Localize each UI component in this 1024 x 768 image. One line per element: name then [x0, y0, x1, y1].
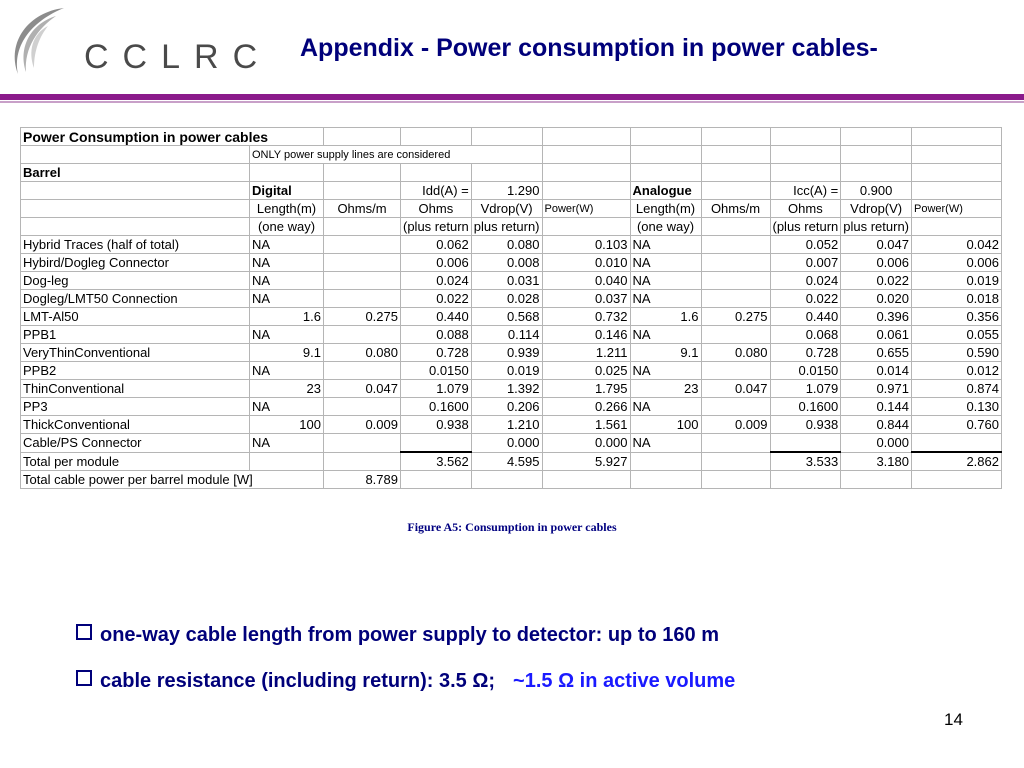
table-row — [21, 272, 1002, 290]
digital-cell: 0.939 — [471, 344, 542, 362]
cclrc-logo — [4, 2, 272, 92]
analogue-cell: 0.000 — [841, 434, 912, 453]
digital-cell: 0.103 — [542, 236, 630, 254]
digital-cell: NA — [250, 254, 324, 272]
analogue-cell: 0.080 — [701, 344, 770, 362]
analogue-cell — [912, 434, 1002, 453]
col-header: Power(W) — [542, 200, 630, 218]
accent-bar-thin — [0, 101, 1024, 103]
total-analogue-cell: 3.533 — [770, 452, 841, 471]
logo-text: CCLRC — [84, 38, 272, 76]
analogue-cell: 0.019 — [912, 272, 1002, 290]
digital-cell: 0.728 — [401, 344, 472, 362]
analogue-cell: 0.024 — [770, 272, 841, 290]
analogue-cell: 0.144 — [841, 398, 912, 416]
section-row — [21, 164, 1002, 182]
analogue-cell: 0.047 — [701, 380, 770, 398]
row-label: ThinConventional — [21, 380, 250, 398]
page-number: 14 — [944, 710, 963, 729]
row-label: PPB1 — [21, 326, 250, 344]
empty-cell — [701, 471, 770, 489]
digital-cell: 0.008 — [471, 254, 542, 272]
table-row — [21, 290, 1002, 308]
row-label: Cable/PS Connector — [21, 434, 250, 453]
digital-cell: 0.006 — [401, 254, 472, 272]
digital-cell — [324, 236, 401, 254]
digital-label: Digital — [250, 182, 324, 200]
total-digital-cell: 3.562 — [401, 452, 472, 471]
col-header: Length(m) — [630, 200, 701, 218]
barrel-total-row — [21, 471, 1002, 489]
analogue-cell: 0.938 — [770, 416, 841, 434]
digital-cell: 23 — [250, 380, 324, 398]
analogue-cell: 0.655 — [841, 344, 912, 362]
table-subtitle-row — [21, 146, 1002, 164]
current-row — [21, 182, 1002, 200]
logo-swoosh-icon — [4, 2, 84, 92]
col-header: Ohms — [401, 200, 472, 218]
digital-cell: 0.037 — [542, 290, 630, 308]
analogue-cell: 0.061 — [841, 326, 912, 344]
analogue-cell: 1.079 — [770, 380, 841, 398]
digital-cell: 0.040 — [542, 272, 630, 290]
bullet-text: one-way cable length from power supply to detector: up to 160 m — [100, 624, 719, 646]
analogue-cell — [701, 398, 770, 416]
analogue-cell: 0.068 — [770, 326, 841, 344]
digital-cell: 0.080 — [324, 344, 401, 362]
idd-value: 1.290 — [471, 182, 542, 200]
total-analogue-cell: 2.862 — [912, 452, 1002, 471]
power-consumption-table — [20, 127, 1002, 489]
plus-return-note: (plus return — [401, 218, 472, 236]
analogue-cell: 0.006 — [912, 254, 1002, 272]
col-header: Ohms/m — [324, 200, 401, 218]
analogue-cell: 0.052 — [770, 236, 841, 254]
bullet-text: cable resistance (including return): 3.5 Ω; — [100, 670, 496, 692]
digital-cell — [324, 398, 401, 416]
col-header: Ohms — [770, 200, 841, 218]
plus-return-note: plus return) — [471, 218, 542, 236]
row-label: ThickConventional — [21, 416, 250, 434]
row-label: Hybrid Traces (half of total) — [21, 236, 250, 254]
analogue-cell: 0.020 — [841, 290, 912, 308]
digital-cell: 0.1600 — [401, 398, 472, 416]
total-row — [21, 452, 1002, 471]
analogue-cell: NA — [630, 236, 701, 254]
analogue-cell — [701, 254, 770, 272]
digital-cell: 0.732 — [542, 308, 630, 326]
col-header: Power(W) — [912, 200, 1002, 218]
table-row — [21, 416, 1002, 434]
digital-cell — [324, 434, 401, 453]
analogue-cell: 0.018 — [912, 290, 1002, 308]
analogue-cell: 0.874 — [912, 380, 1002, 398]
one-way-note: (one way) — [250, 218, 324, 236]
total-label: Total per module — [21, 452, 250, 471]
digital-cell — [401, 434, 472, 453]
analogue-cell: 0.590 — [912, 344, 1002, 362]
analogue-cell: 0.440 — [770, 308, 841, 326]
table-row — [21, 344, 1002, 362]
accent-bar — [0, 94, 1024, 100]
digital-cell: NA — [250, 362, 324, 380]
empty-cell — [841, 471, 912, 489]
analogue-cell: 0.130 — [912, 398, 1002, 416]
checkbox-bullet-icon — [76, 670, 92, 686]
analogue-cell: 0.007 — [770, 254, 841, 272]
digital-cell: 0.266 — [542, 398, 630, 416]
digital-cell: 1.561 — [542, 416, 630, 434]
table-title-row — [21, 128, 1002, 146]
figure-caption: Figure A5: Consumption in power cables — [407, 520, 617, 534]
digital-cell: 0.275 — [324, 308, 401, 326]
barrel-total-label: Total cable power per barrel module [W] — [21, 471, 324, 489]
icc-value: 0.900 — [841, 182, 912, 200]
table-subtitle: ONLY power supply lines are considered — [250, 146, 543, 164]
digital-cell: 0.000 — [471, 434, 542, 453]
digital-cell: NA — [250, 236, 324, 254]
checkbox-bullet-icon — [76, 624, 92, 640]
section-label: Barrel — [21, 164, 250, 182]
digital-cell: 0.062 — [401, 236, 472, 254]
col-header: Ohms/m — [701, 200, 770, 218]
analogue-cell — [701, 434, 770, 453]
digital-cell: 0.114 — [471, 326, 542, 344]
digital-cell: 100 — [250, 416, 324, 434]
empty-cell — [770, 471, 841, 489]
header-row — [21, 200, 1002, 218]
analogue-cell: NA — [630, 434, 701, 453]
digital-cell: 0.010 — [542, 254, 630, 272]
digital-cell: 1.6 — [250, 308, 324, 326]
table-row — [21, 236, 1002, 254]
plus-return-note: (plus return — [770, 218, 841, 236]
digital-cell: 1.795 — [542, 380, 630, 398]
table-row — [21, 362, 1002, 380]
analogue-cell: 0.022 — [841, 272, 912, 290]
total-digital-cell: 5.927 — [542, 452, 630, 471]
digital-cell: NA — [250, 272, 324, 290]
table-row — [21, 254, 1002, 272]
icc-label: Icc(A) = — [770, 182, 841, 200]
row-label: Hybird/Dogleg Connector — [21, 254, 250, 272]
analogue-cell — [701, 272, 770, 290]
analogue-cell: 0.0150 — [770, 362, 841, 380]
barrel-total-value: 8.789 — [324, 471, 401, 489]
digital-cell: NA — [250, 398, 324, 416]
analogue-cell — [701, 362, 770, 380]
table-title: Power Consumption in power cables — [21, 128, 324, 146]
digital-cell: NA — [250, 434, 324, 453]
row-label: Dog-leg — [21, 272, 250, 290]
digital-cell: 0.568 — [471, 308, 542, 326]
digital-cell: 0.088 — [401, 326, 472, 344]
col-header: Vdrop(V) — [471, 200, 542, 218]
col-header: Vdrop(V) — [841, 200, 912, 218]
row-label: VeryThinConventional — [21, 344, 250, 362]
empty-cell — [542, 471, 630, 489]
analogue-cell: 0.009 — [701, 416, 770, 434]
digital-cell: 0.024 — [401, 272, 472, 290]
digital-cell: 0.146 — [542, 326, 630, 344]
analogue-cell: NA — [630, 290, 701, 308]
table-row — [21, 398, 1002, 416]
analogue-cell — [701, 236, 770, 254]
empty-cell — [401, 471, 472, 489]
digital-cell: 0.047 — [324, 380, 401, 398]
analogue-cell: 0.275 — [701, 308, 770, 326]
analogue-cell: 0.022 — [770, 290, 841, 308]
digital-cell: 0.206 — [471, 398, 542, 416]
analogue-cell: NA — [630, 272, 701, 290]
digital-cell: NA — [250, 326, 324, 344]
analogue-cell: 0.971 — [841, 380, 912, 398]
bullet-item — [76, 624, 719, 647]
units-note-row — [21, 218, 1002, 236]
analogue-cell: 0.047 — [841, 236, 912, 254]
analogue-cell: 0.396 — [841, 308, 912, 326]
digital-cell — [324, 326, 401, 344]
digital-cell: 1.392 — [471, 380, 542, 398]
digital-cell — [324, 272, 401, 290]
digital-cell: 0.938 — [401, 416, 472, 434]
analogue-cell: NA — [630, 362, 701, 380]
analogue-cell: 9.1 — [630, 344, 701, 362]
empty-cell — [471, 471, 542, 489]
digital-cell — [324, 290, 401, 308]
digital-cell: 0.000 — [542, 434, 630, 453]
digital-cell: 0.022 — [401, 290, 472, 308]
total-analogue-cell: 3.180 — [841, 452, 912, 471]
analogue-cell — [770, 434, 841, 453]
table-row — [21, 308, 1002, 326]
plus-return-note: plus return) — [841, 218, 912, 236]
digital-cell: 1.211 — [542, 344, 630, 362]
analogue-cell — [701, 290, 770, 308]
analogue-cell: NA — [630, 326, 701, 344]
empty-cell — [701, 452, 770, 471]
empty-cell — [912, 471, 1002, 489]
digital-cell: 1.210 — [471, 416, 542, 434]
digital-cell: 0.080 — [471, 236, 542, 254]
row-label: PP3 — [21, 398, 250, 416]
digital-cell: 0.028 — [471, 290, 542, 308]
empty-cell — [630, 471, 701, 489]
row-label: LMT-Al50 — [21, 308, 250, 326]
digital-cell: 0.009 — [324, 416, 401, 434]
one-way-note: (one way) — [630, 218, 701, 236]
analogue-cell: 0.1600 — [770, 398, 841, 416]
digital-cell: NA — [250, 290, 324, 308]
idd-label: Idd(A) = — [401, 182, 472, 200]
analogue-cell: 1.6 — [630, 308, 701, 326]
digital-cell — [324, 362, 401, 380]
digital-cell: 0.019 — [471, 362, 542, 380]
analogue-cell: 23 — [630, 380, 701, 398]
empty-cell — [630, 452, 701, 471]
slide-title: Appendix - Power consumption in power cables- — [300, 34, 878, 62]
analogue-cell: 0.728 — [770, 344, 841, 362]
row-label: Dogleg/LMT50 Connection — [21, 290, 250, 308]
digital-cell: 9.1 — [250, 344, 324, 362]
analogue-cell: 0.012 — [912, 362, 1002, 380]
analogue-cell: 0.014 — [841, 362, 912, 380]
col-header: Length(m) — [250, 200, 324, 218]
analogue-cell: NA — [630, 254, 701, 272]
analogue-cell — [701, 326, 770, 344]
digital-cell: 0.0150 — [401, 362, 472, 380]
bullet-item — [76, 670, 735, 693]
empty-cell — [250, 452, 324, 471]
digital-cell — [324, 254, 401, 272]
bullet-highlight: ~1.5 Ω in active volume — [513, 670, 736, 692]
table-row — [21, 380, 1002, 398]
analogue-cell: 0.356 — [912, 308, 1002, 326]
row-label: PPB2 — [21, 362, 250, 380]
analogue-cell: 100 — [630, 416, 701, 434]
analogue-cell: 0.844 — [841, 416, 912, 434]
table-row — [21, 326, 1002, 344]
digital-cell: 0.440 — [401, 308, 472, 326]
digital-cell: 0.031 — [471, 272, 542, 290]
empty-cell — [324, 452, 401, 471]
analogue-cell: NA — [630, 398, 701, 416]
analogue-cell: 0.006 — [841, 254, 912, 272]
analogue-cell: 0.042 — [912, 236, 1002, 254]
digital-cell: 0.025 — [542, 362, 630, 380]
analogue-cell: 0.055 — [912, 326, 1002, 344]
digital-cell: 1.079 — [401, 380, 472, 398]
analogue-label: Analogue — [630, 182, 701, 200]
table-row — [21, 434, 1002, 453]
total-digital-cell: 4.595 — [471, 452, 542, 471]
analogue-cell: 0.760 — [912, 416, 1002, 434]
